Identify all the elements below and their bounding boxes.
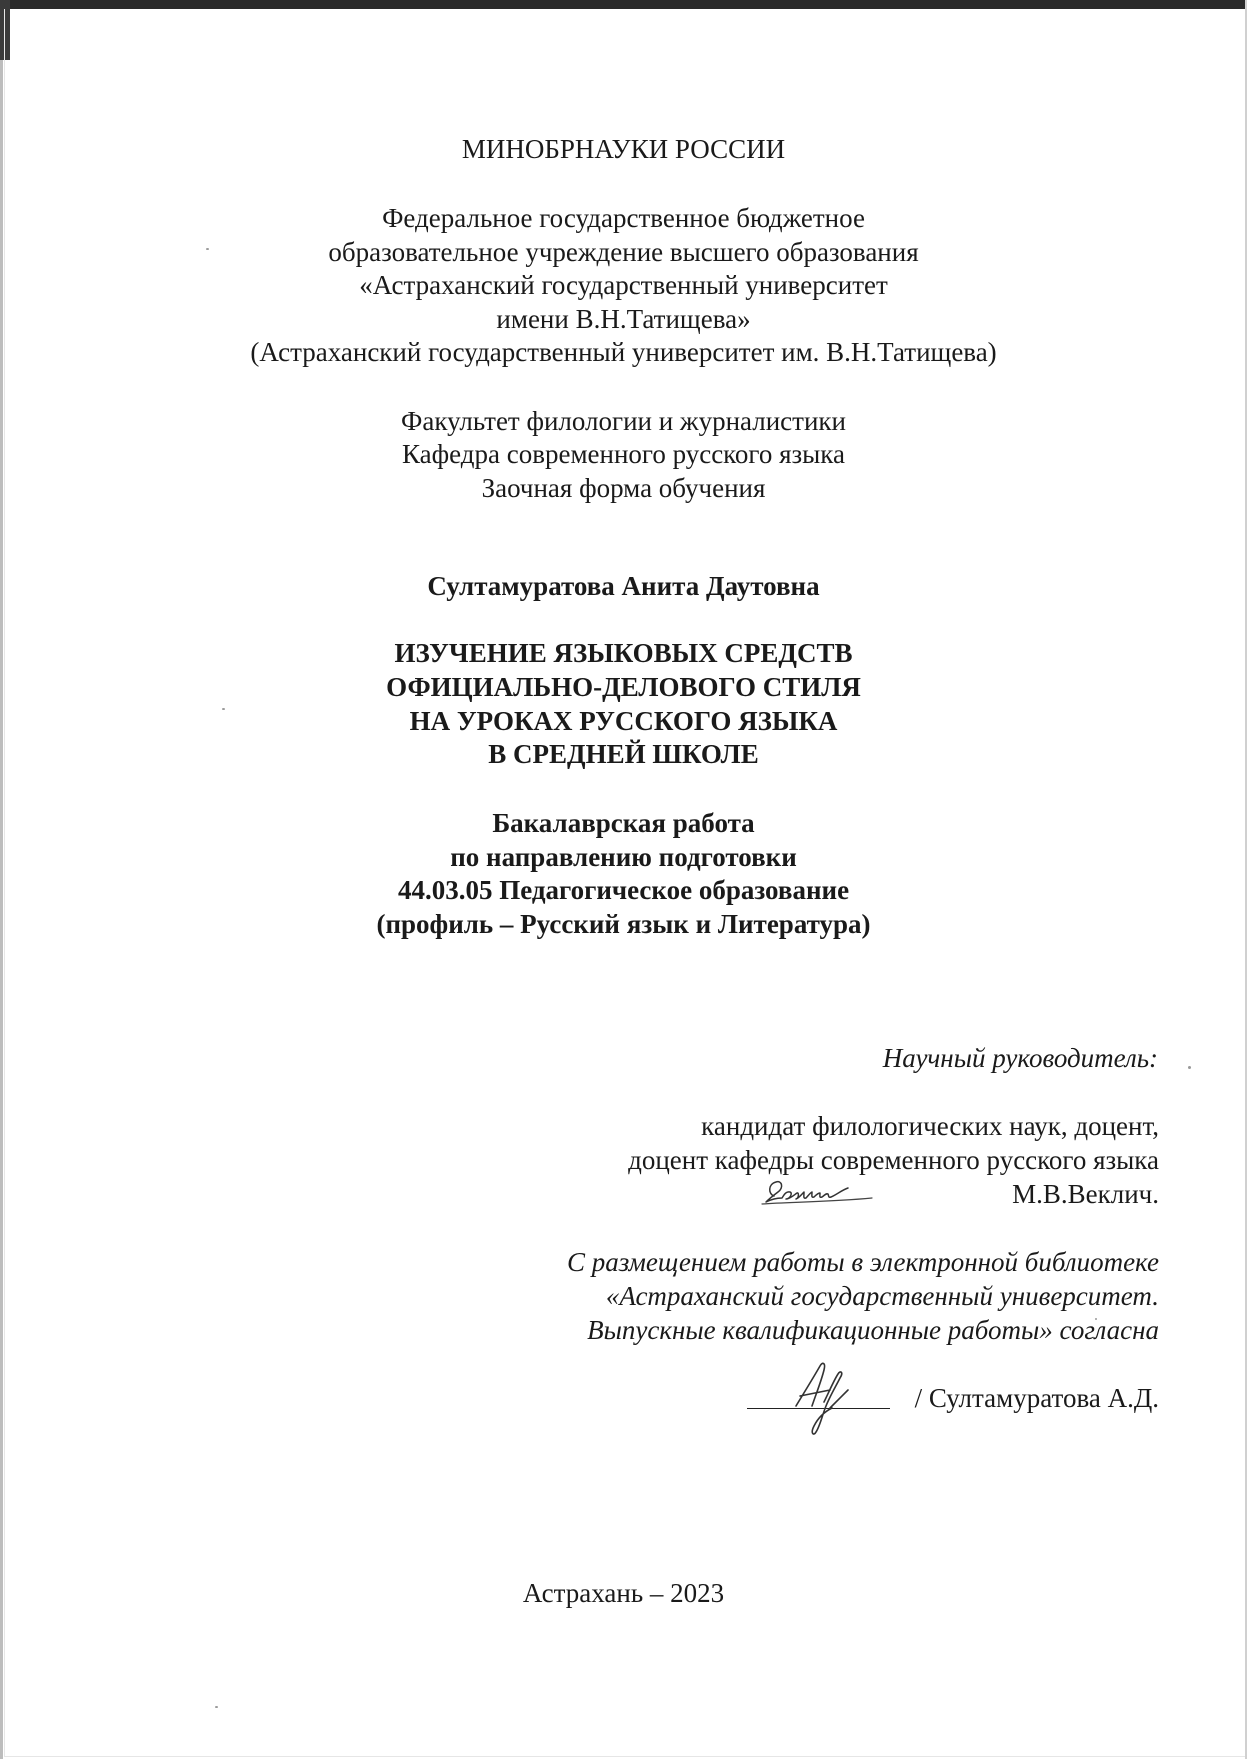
thesis-title-line: НА УРОКАХ РУССКОГО ЯЗЫКА (409, 706, 838, 736)
institution-line: «Астраханский государственный университет (359, 270, 888, 300)
supervisor-name: М.В.Веклич. (1012, 1179, 1159, 1209)
department-name: Кафедра современного русского языка (402, 439, 845, 469)
consent-line: «Астраханский государственный университет. (605, 1281, 1159, 1311)
thesis-title-line: ОФИЦИАЛЬНО-ДЕЛОВОГО СТИЛЯ (386, 672, 861, 702)
work-type-line: (профиль – Русский язык и Литература) (376, 909, 871, 939)
institution-line: образовательное учреждение высшего образования (328, 237, 919, 267)
work-type-line: Бакалаврская работа (492, 808, 755, 838)
thesis-title-line: ИЗУЧЕНИЕ ЯЗЫКОВЫХ СРЕДСТВ (394, 638, 853, 668)
scan-edge-top (0, 0, 1247, 9)
student-signer-name: / Султамуратова А.Д. (914, 1383, 1159, 1413)
ministry-heading: МИНОБРНАУКИ РОССИИ (461, 134, 786, 164)
scan-speck (1188, 1066, 1191, 1069)
institution-line: Федеральное государственное бюджетное (382, 203, 865, 233)
work-type-line: 44.03.05 Педагогическое образование (397, 875, 850, 905)
supervisor-degree: кандидат филологических наук, доцент, (701, 1111, 1159, 1141)
supervisor-position: доцент кафедры современного русского языка (628, 1145, 1159, 1175)
supervisor-signature (760, 1168, 880, 1212)
student-signature (786, 1356, 856, 1438)
study-form: Заочная форма обучения (481, 473, 766, 503)
thesis-title-line: В СРЕДНЕЙ ШКОЛЕ (488, 739, 759, 769)
institution-line: (Астраханский государственный университет им. В.Н.Татищева) (250, 337, 997, 367)
work-type-line: по направлению подготовки (450, 842, 797, 872)
scan-speck (215, 1706, 218, 1708)
consent-line: Выпускные квалификационные работы» согласна (587, 1315, 1159, 1345)
supervisor-label: Научный руководитель: (882, 1043, 1158, 1073)
faculty-name: Факультет филологии и журналистики (401, 406, 846, 436)
author-name: Султамуратова Анита Даутовна (427, 571, 820, 601)
consent-line: С размещением работы в электронной библиотеке (567, 1247, 1159, 1277)
city-year: Астрахань – 2023 (522, 1578, 725, 1608)
institution-line: имени В.Н.Татищева» (496, 304, 751, 334)
